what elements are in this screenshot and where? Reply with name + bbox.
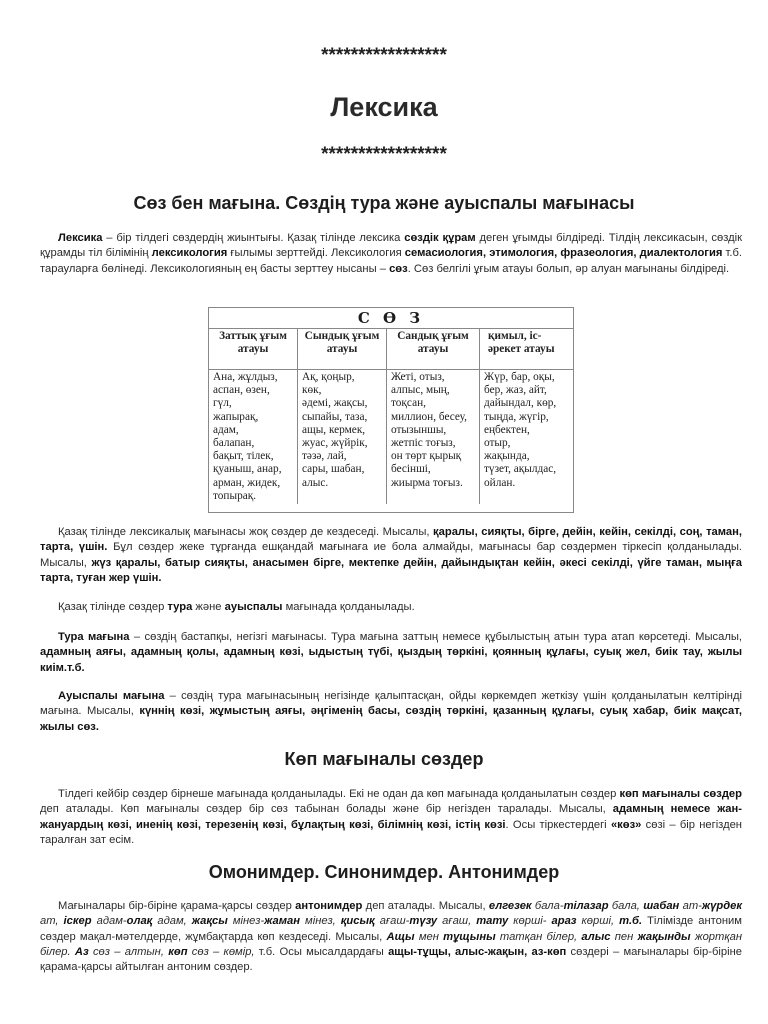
section-heading-words-meaning: Сөз бен мағына. Сөздің тура және ауыспалы мағынасы — [133, 193, 635, 213]
table-word: он төрт қырық — [391, 450, 462, 463]
table-word: жуас, жүйрік, — [302, 437, 368, 450]
decorative-stars-bottom: ***************** — [321, 144, 447, 165]
table-word: жақында, — [484, 450, 530, 463]
table-header-numerals: Сандық ұғым атауы — [387, 329, 480, 370]
table-word: алпыс, мың, — [391, 384, 450, 397]
table-word: жетпіс тоғыз, — [391, 437, 456, 450]
table-word: Жүр, бар, оқы, — [484, 371, 555, 383]
table-word: Жеті, отыз, — [391, 371, 445, 383]
table-cell-verbs — [480, 370, 574, 505]
table-word: тоқсан, — [391, 397, 426, 410]
table-word: отызыншы, — [391, 423, 447, 436]
table-word: Ақ, қоңыр, — [302, 371, 355, 383]
table-word: бесінші, — [391, 463, 431, 476]
table-word: Ана, жұлдыз, — [213, 371, 278, 383]
table-word: сары, шабан, — [302, 463, 365, 476]
section-heading-polysemy: Көп мағыналы сөздер — [284, 749, 484, 769]
table-word: дайындал, көр, — [484, 397, 557, 410]
section-heading-homonyms-synonyms-antonyms: Омонимдер. Синонимдер. Антонимдер — [208, 862, 560, 882]
table-word: ойлан. — [484, 476, 516, 489]
table-header-adjectives: Сындық ұғым атауы — [298, 329, 387, 370]
table-word: бақыт, тілек, — [213, 450, 274, 463]
paragraph-direct-meaning: Тура мағына – сөздің бастапқы, негізгі мағынасы. Тура мағына заттың немесе құбылыстың атын тура атап көрсетеді. Мысалы, адамның аяғы, адамның қолы, адамның көзі, ыдыстың түбі, қыздың төркіні, қоянның құлағы, суық жел, биік тау, жылы киім.т.б. — [40, 631, 742, 674]
table-word: тыңда, жүгір, — [484, 410, 549, 423]
paragraph-polysemy: Тілдегі кейбір сөздер бірнеше мағынада қолданылады. Екі не одан да көп мағынада қолданылатын сөздер көп мағыналы сөздер деп аталады. Көп мағыналы сөздер бір сөз табынан болады және бір негізден таралады. Мысалы, адамның немесе жан-жануардың көзі, иненің көзі, терезенің көзі, бұлақтың көзі, білімнің көзі, істің көзі. Осы тіркестердегі «көз» сөзі – бір негізден таралған зат есім. — [40, 788, 742, 846]
table-word: миллион, бесеу, — [391, 410, 467, 423]
table-word: жапырақ, — [213, 410, 259, 423]
paragraph-figurative-meaning: Ауыспалы мағына – сөздің тура мағынасының негізінде қалыптасқан, ойды көркемдеп жеткізу үшін қолданылатын келтірінді мағына. Мысалы, күннің көзі, жұмыстың аяғы, әңгіменің басы, сөздің төркіні, қазанның құлағы, суық хабар, биік мақсат, жылы сөз. — [40, 690, 742, 733]
table-header-nouns: Заттық ұғым атауы — [209, 329, 298, 370]
table-word: көк, — [302, 384, 322, 397]
paragraph-lexicon-definition: Лексика – бір тілдегі сөздердің жиынтығы. Қазақ тілінде лексика сөздік құрам деген ұғымды білдіреді. Тілдің лексикасын, сөздік құрамды тіл білімінің лексикология ғылымы зерттейді. Лексикология семасиология, этимология, фразеология, диалектология т.б. тарауларға бөлінеді. Лексикологияның ең басты зерттеу нысаны – сөз. Сөз белгілі ұғым атауы болып, әр алуан мағынаны білдіреді. — [40, 232, 743, 275]
table-word: ащы, кермек, — [302, 423, 366, 436]
paragraph-function-words: Қазақ тілінде лексикалық мағынасы жоқ сөздер де кездеседі. Мысалы, қаралы, сияқты, бірге, дейін, кейін, секілді, соң, таман, тарта, үшін. Бұл сөздер жеке тұрғанда ешқандай мағынаға ие бола алмайды, мағынасы бар сөздермен тіркесіп қолданылады. Мысалы, жүз қаралы, батыр сияқты, анасымен бірге, мектепке дейін, дайындықтан кейін, әкесі секілді, үйге таман, мыңға тарта, туған жер үшін. — [40, 526, 743, 584]
table-word: арман, жидек, — [213, 476, 281, 489]
table-word: алыс. — [302, 476, 329, 489]
table-word: әдемі, жақсы, — [302, 397, 368, 410]
table-word: жиырма тоғыз. — [391, 476, 463, 489]
table-word: еңбектен, — [484, 423, 530, 436]
table-word: аспан, өзен, — [213, 384, 270, 397]
words-table — [208, 307, 574, 513]
table-title: С Ө З — [209, 308, 573, 329]
table-word: отыр, — [484, 437, 511, 450]
table-word: сыпайы, таза, — [302, 410, 368, 423]
table-cell-adjectives — [298, 370, 387, 505]
table-cell-nouns — [209, 370, 298, 505]
table-word: балапан, — [213, 437, 255, 450]
paragraph-antonyms: Мағыналары бір-біріне қарама-қарсы сөздер антонимдер деп аталады. Мысалы, елгезек бала-тілазар бала, шабан ат-жүрдек ат, іскер адам-олақ адам, жақсы мінез-жаман мінез, қисық ағаш-түзу ағаш, тату көрші- араз көрші, т.б. Тілімізде антоним сөздер мақал-мәтелдерде, жұмбақтарда көп кездеседі. Мысалы, Ащы мен тұщыны татқан білер, алыс пен жақынды жортқан білер. Аз сөз – алтын, көп сөз – көмір, т.б. Осы мысалдардағы ащы-тұщы, алыс-жақын, аз-көп сөздері – мағыналары бір-біріне қарама-қарсы айтылған антоним сөздер. — [40, 900, 743, 974]
paragraph-direct-figurative-intro: Қазақ тілінде сөздер тура және ауыспалы мағынада қолданылады. — [58, 601, 415, 613]
table-word: түзет, ақылдас, — [484, 463, 557, 476]
table-word: тәзә, лай, — [302, 450, 347, 463]
words-table-grid — [209, 329, 573, 504]
table-word: топырақ. — [213, 489, 257, 502]
table-header-verbs: қимыл, іс-әрекет атауы — [480, 329, 574, 370]
table-cell-numerals — [387, 370, 480, 505]
table-word: адам, — [213, 423, 239, 436]
decorative-stars-top: ***************** — [321, 45, 447, 66]
table-word: гүл, — [213, 397, 232, 410]
table-word: қуаныш, анар, — [213, 463, 282, 476]
table-word: бер, жаз, айт, — [484, 384, 547, 397]
page-title: Лексика — [330, 92, 438, 122]
